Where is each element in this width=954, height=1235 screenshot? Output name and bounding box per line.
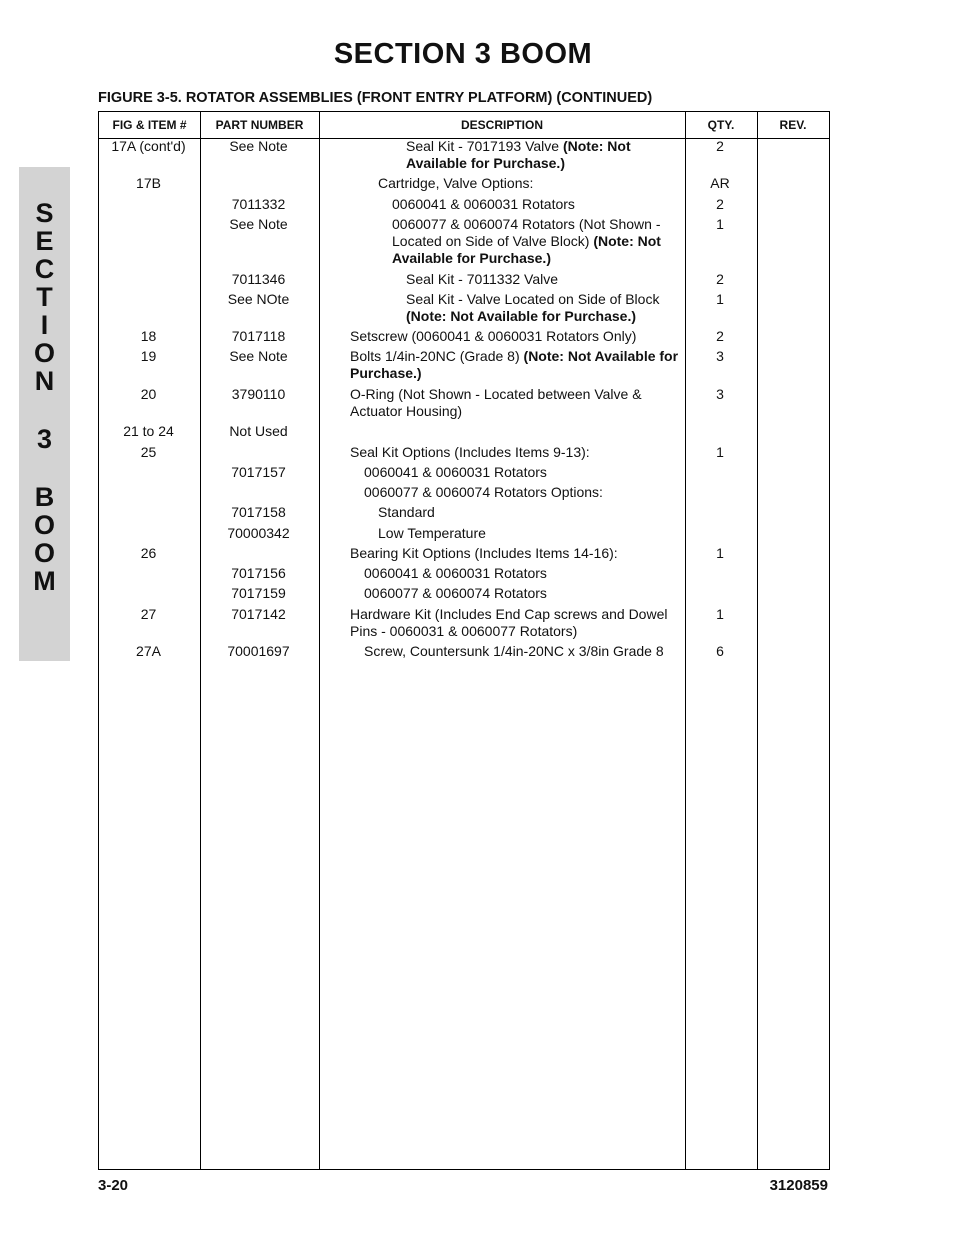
description-cell [378,504,678,521]
part-number-cell: 70001697 [227,643,290,659]
qty-cell: 2 [716,328,724,344]
part-number-cell: 70000342 [227,525,290,541]
fig-item-cell: 21 to 24 [123,423,174,439]
description-text: Bolts 1/4in-20NC (Grade 8) [350,348,524,364]
qty-cell: 6 [716,643,724,659]
description-text: Screw, Countersunk 1/4in-20NC x 3/8in Grade 8 [364,643,664,659]
side-tab-letter: N [34,366,55,396]
part-number-cell: 3790110 [231,386,286,402]
description-text: Seal Kit - 7011332 Valve [406,271,559,287]
description-cell [350,606,680,640]
description-text: O-Ring (Not Shown - Located between Valve & Actuator Housing) [350,386,642,419]
description-cell [406,291,682,325]
description-cell [350,545,680,562]
description-cell [364,464,674,481]
section-title: SECTION 3 BOOM [333,38,593,70]
description-note: (Note: Not Available for Purchase.) [406,308,637,324]
description-text: Bearing Kit Options (Includes Items 14-16): [350,545,618,561]
side-tab-letter: I [40,310,49,340]
part-number-cell: 7011332 [231,196,286,212]
fig-item-cell: 26 [140,545,157,561]
description-text: Setscrew (0060041 & 0060031 Rotators Only) [350,328,637,344]
side-tab-letter: S [35,198,54,228]
side-tab-letter: O [33,538,55,568]
side-tab-letter: O [33,510,55,540]
description-text: 0060041 & 0060031 Rotators [364,464,547,480]
part-number-cell: 7017157 [231,464,286,480]
description-cell [350,444,680,461]
fig-item-cell: 19 [140,348,157,364]
header-part-number: PART NUMBER [215,118,304,132]
qty-cell: 1 [716,216,724,232]
side-tab-letter: B [34,482,55,512]
fig-item-cell: 18 [140,328,157,344]
qty-cell: 2 [716,271,724,287]
page-number: 3-20 [98,1177,129,1194]
description-text: 0060077 & 0060074 Rotators (Not Shown - Located on Side of Valve Block) [392,216,661,249]
qty-cell: 1 [716,545,724,561]
fig-item-cell: 27A [136,643,161,659]
part-number-cell: See Note [229,216,288,232]
side-tab-letter: 3 [36,424,53,454]
description-text: Seal Kit - 7017193 Valve [406,138,563,154]
description-text: Hardware Kit (Includes End Cap screws and Dowel Pins - 0060031 & 0060077 Rotators) [350,606,668,639]
description-cell [350,328,680,345]
description-cell [378,175,678,192]
description-cell [350,386,650,420]
description-text: Cartridge, Valve Options: [378,175,534,191]
figure-title: FIGURE 3-5. ROTATOR ASSEMBLIES (FRONT ENTRY PLATFORM) (CONTINUED) [98,90,653,106]
part-number-cell: 7017156 [231,565,286,581]
part-number-cell: 7011346 [231,271,286,287]
description-cell [392,216,682,267]
fig-item-cell: 27 [140,606,157,622]
header-rev: REV. [779,118,807,132]
part-number-cell: 7017142 [231,606,286,622]
part-number-cell: Not Used [229,423,288,439]
qty-cell: 3 [716,386,724,402]
fig-item-cell: 17B [136,175,161,191]
description-note: (Note: Not Available for Purchase.) [350,348,679,381]
description-cell [350,348,680,382]
part-number-cell: See Note [229,348,288,364]
fig-item-cell: 25 [140,444,157,460]
side-tab-spacer [19,453,70,483]
document-number: 3120859 [769,1177,828,1194]
side-tab-letter: M [33,566,56,596]
side-tab-letter: T [36,282,53,312]
qty-cell: 2 [716,196,724,212]
qty-cell: 1 [716,291,724,307]
part-number-cell: 7017159 [231,585,286,601]
qty-cell: 1 [716,606,724,622]
side-tab-letter: C [34,254,55,284]
description-note: (Note: Not Available for Purchase.) [392,233,661,266]
qty-cell: AR [710,175,730,191]
part-number-cell: 7017158 [231,504,286,520]
description-cell [392,196,682,213]
description-note: (Note: Not Available for Purchase.) [406,138,631,171]
section-side-tab [19,167,70,661]
description-cell [364,484,674,501]
qty-cell: 1 [716,444,724,460]
qty-cell: 3 [716,348,724,364]
description-text: 0060077 & 0060074 Rotators [364,585,547,601]
side-tab-letters [19,199,70,595]
description-text: 0060041 & 0060031 Rotators [364,565,547,581]
description-text: Standard [378,504,435,520]
part-number-cell: See NOte [227,291,290,307]
parts-table [98,111,830,1170]
part-number-cell: See Note [229,138,288,154]
side-tab-letter: E [35,226,54,256]
header-qty: QTY. [707,118,735,132]
column-divider [757,112,758,1169]
header-fig-item: FIG & ITEM # [112,118,187,132]
header-description: DESCRIPTION [460,118,543,132]
description-cell [364,565,674,582]
description-text: 0060041 & 0060031 Rotators [392,196,575,212]
qty-cell: 2 [716,138,724,154]
fig-item-cell: 20 [140,386,157,402]
fig-item-cell: 17A (cont'd) [111,138,186,154]
description-cell [406,138,666,172]
side-tab-spacer [19,395,70,425]
description-text: 0060077 & 0060074 Rotators Options: [364,484,603,500]
description-cell [378,525,678,542]
column-divider [319,112,320,1169]
description-text: Low Temperature [378,525,486,541]
part-number-cell: 7017118 [231,328,286,344]
description-text: Seal Kit - Valve Located on Side of Block [406,291,660,307]
description-cell [406,271,682,288]
description-text: Seal Kit Options (Includes Items 9-13): [350,444,590,460]
description-cell [364,585,674,602]
description-cell [364,643,674,660]
side-tab-letter: O [33,338,55,368]
